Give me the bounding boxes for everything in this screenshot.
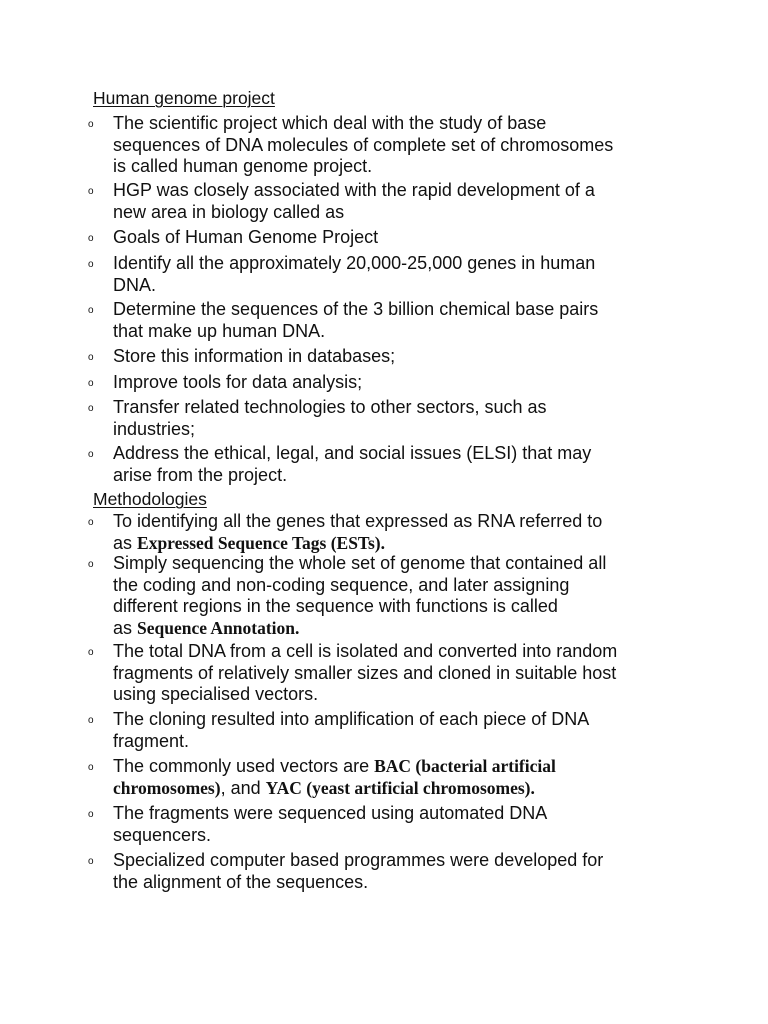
bullet-icon: o [88, 305, 94, 316]
bullet-icon: o [88, 119, 94, 130]
bold-term: BAC (bacterial artificial chromosomes) [113, 756, 556, 798]
list-item-text: Improve tools for data analysis; [113, 372, 363, 392]
list-item-text: Goals of Human Genome Project [113, 227, 379, 247]
list-item [88, 299, 668, 342]
bullet-icon: o [88, 647, 94, 658]
list-item-text: The cloning resulted into amplification of each piece of DNA fragment. [113, 709, 590, 751]
bullet-icon: o [88, 856, 94, 867]
bullet-icon: o [88, 809, 94, 820]
list-item-text: Transfer related technologies to other sectors, such as industries; [113, 397, 547, 439]
item-text: To identifying all the genes that expressed as RNA referred to as [113, 511, 603, 553]
list-item [88, 397, 668, 440]
list-item-text: Specialized computer based programmes were developed for the alignment of the sequences. [113, 850, 604, 892]
bullet-icon: o [88, 762, 94, 773]
bullet-icon: o [88, 517, 94, 528]
bullet-icon: o [88, 449, 94, 460]
list-item [88, 803, 668, 846]
list-item [88, 346, 668, 368]
list-item-text: HGP was closely associated with the rapid development of a new area in biology called as [113, 180, 595, 222]
list-item-text: The scientific project which deal with the study of base sequences of DNA molecules of complete set of chromosomes is called human genome project. [113, 113, 614, 176]
bold-term: YAC (yeast artificial chromosomes). [265, 777, 535, 798]
list-item [88, 850, 668, 893]
list-item [88, 372, 668, 394]
bullet-icon: o [88, 378, 94, 389]
heading-human-genome-project: Human genome project [93, 88, 275, 108]
list-item [88, 180, 668, 223]
list-item-text: Address the ethical, legal, and social issues (ELSI) that may arise from the project. [113, 443, 592, 485]
item-text: The commonly used vectors are [113, 756, 375, 776]
list-item [88, 756, 668, 799]
bullet-icon: o [88, 715, 94, 726]
list-item [88, 113, 668, 178]
list-item [88, 641, 668, 706]
list-item [88, 227, 668, 249]
bullet-icon: o [88, 259, 94, 270]
list-item [88, 253, 668, 296]
bullet-icon: o [88, 403, 94, 414]
list-item-text: Identify all the approximately 20,000-25,000 genes in human DNA. [113, 253, 596, 295]
list-item [88, 709, 668, 752]
item-text: Simply sequencing the whole set of genome that contained all the coding and non-coding sequence, and later assigning different regions in the sequence with functions is called as [113, 553, 607, 638]
list-item-text [113, 553, 668, 639]
bold-term: Sequence Annotation. [137, 617, 300, 638]
bold-term: Expressed Sequence Tags (ESTs). [137, 532, 386, 553]
heading-methodologies: Methodologies [93, 489, 207, 509]
list-item-text: The fragments were sequenced using automated DNA sequencers. [113, 803, 548, 845]
bullet-icon: o [88, 233, 94, 244]
list-item-text: Determine the sequences of the 3 billion chemical base pairs that make up human DNA. [113, 299, 599, 341]
list-item-text [113, 511, 668, 554]
bullet-icon: o [88, 559, 94, 570]
list-item-text [113, 756, 668, 799]
list-item [88, 553, 668, 639]
bullet-icon: o [88, 186, 94, 197]
item-text: , and [220, 777, 266, 798]
list-item [88, 443, 668, 486]
list-item-text: Store this information in databases; [113, 346, 396, 366]
bullet-icon: o [88, 352, 94, 363]
list-item [88, 511, 668, 554]
list-item-text: The total DNA from a cell is isolated and converted into random fragments of relatively smaller sizes and cloned in suitable host using specialised vectors. [113, 641, 618, 704]
